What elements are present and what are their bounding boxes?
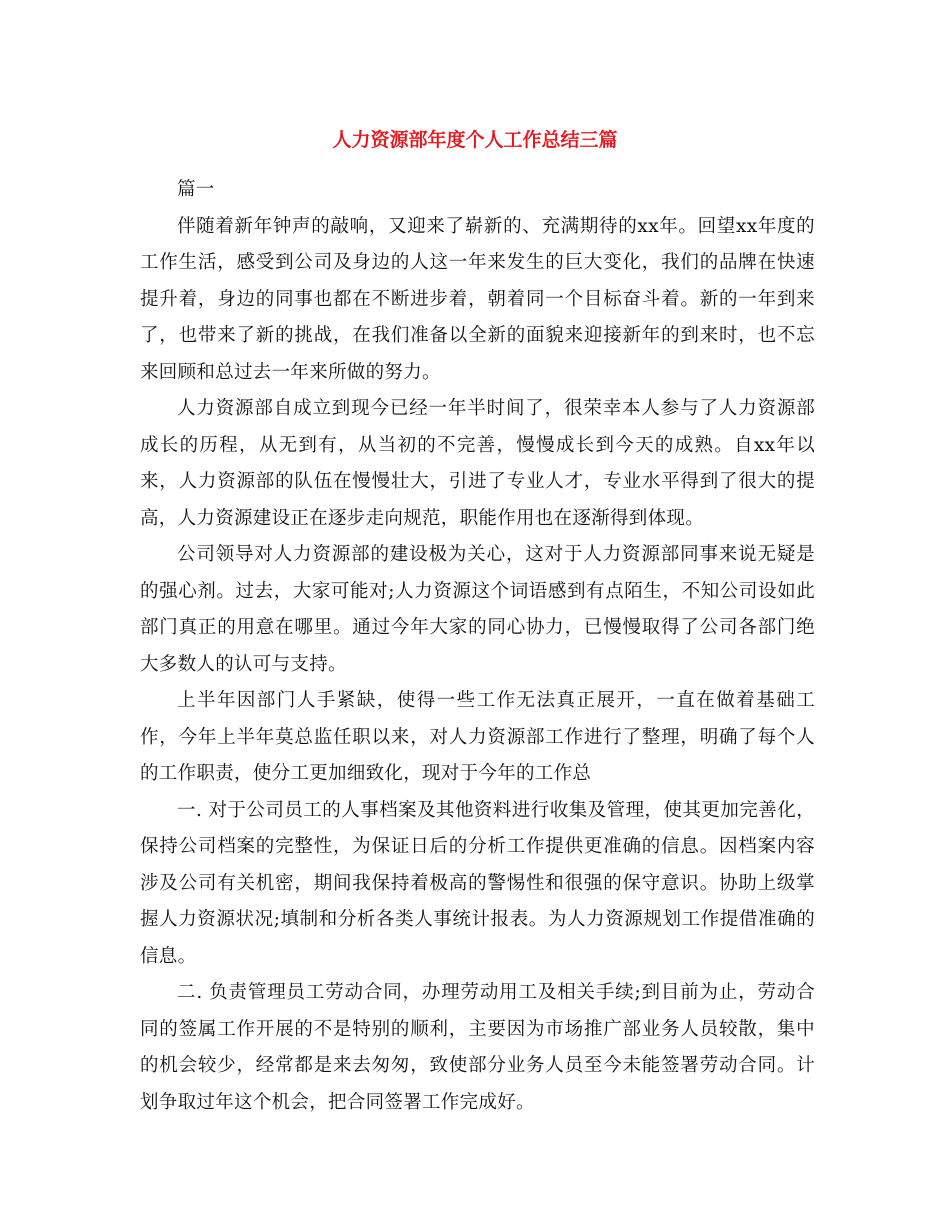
body-paragraph: 公司领导对人力资源部的建设极为关心，这对于人力资源部同事来说无疑是的强心剂。过去，大家可能对;人力资源这个词语感到有点陌生，不知公司设如此部门真正的用意在哪里。通过今年大家的同心协力，已慢慢取得了公司各部门绝大多数人的认可与支持。 (140, 544, 815, 675)
body-paragraph: 上半年因部门人手紧缺，使得一些工作无法真正展开，一直在做着基础工作，今年上半年莫总监任职以来，对人力资源部工作进行了整理，明确了每个人的工作职责，使分工更加细致化，现对于今年的工作总 (140, 690, 815, 784)
body-paragraph: 人力资源部自成立到现今已经一年半时间了，很荣幸本人参与了人力资源部成长的历程，从无到有，从当初的不完善，慢慢成长到今天的成熟。自xx年以来，人力资源部的队伍在慢慢壮大，引进了专业人才，专业水平得到了很大的提高，人力资源建设正在逐步走向规范，职能作用也在逐渐得到体现。 (140, 398, 815, 529)
document-title: 人力资源部年度个人工作总结三篇 (332, 129, 618, 151)
body-paragraph: 一. 对于公司员工的人事档案及其他资料进行收集及管理，使其更加完善化，保持公司档案的完整性，为保证日后的分析工作提供更准确的信息。因档案内容涉及公司有关机密，期间我保持着极高的警惕性和很强的保守意识。协助上级掌握人力资源状况;填制和分析各类人事统计报表。为人力资源规划工作提借准确的信息。 (140, 799, 815, 967)
body-paragraph: 二. 负责管理员工劳动合同，办理劳动用工及相关手续;到目前为止，劳动合同的签属工作开展的不是特别的顺利，主要因为市场推广部业务人员较散，集中的机会较少，经常都是来去匆匆，致使部分业务人员至今未能签署劳动合同。计划争取过年这个机会，把合同签署工作完成好。 (140, 982, 815, 1113)
body-paragraph: 伴随着新年钟声的敲响，又迎来了崭新的、充满期待的xx年。回望xx年度的工作生活，感受到公司及身边的人这一年来发生的巨大变化，我们的品牌在快速提升着，身边的同事也都在不断进步着，朝着同一个目标奋斗着。新的一年到来了，也带来了新的挑战，在我们准备以全新的面貌来迎接新年的到来时，也不忘来回顾和总过去一年来所做的努力。 (140, 215, 815, 383)
document-body (140, 172, 815, 1121)
section-heading: 篇一 (177, 179, 215, 200)
